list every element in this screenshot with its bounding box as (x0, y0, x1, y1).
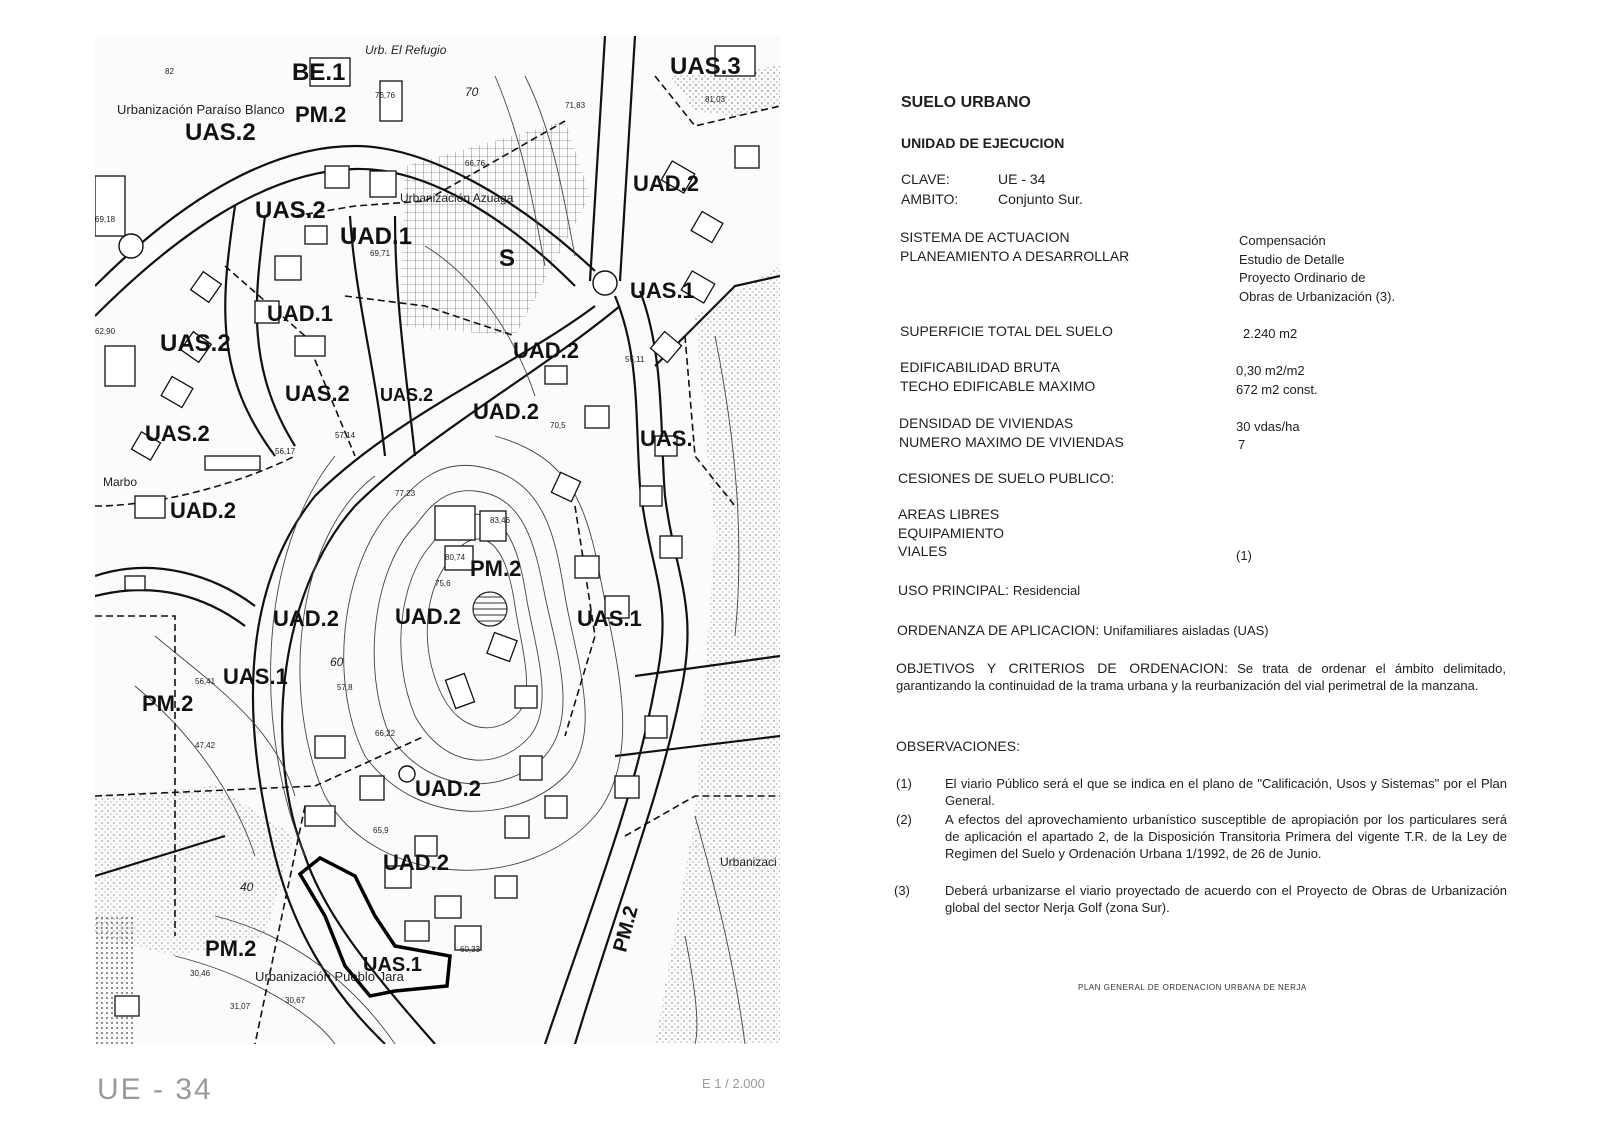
plan-imprint: PLAN GENERAL DE ORDENACION URBANA DE NERJA (1078, 983, 1307, 992)
sistema-value: Compensación (1239, 233, 1326, 248)
svg-text:81,03: 81,03 (705, 95, 726, 104)
subsection-title: UNIDAD DE EJECUCION (901, 135, 1065, 151)
equipamiento-label: EQUIPAMIENTO (898, 525, 1005, 541)
svg-text:80,74: 80,74 (445, 553, 466, 562)
svg-text:30,67: 30,67 (285, 996, 306, 1005)
zone-label: UAD.1 (267, 301, 334, 326)
place-label: Urb. El Refugio (365, 43, 447, 57)
zone-label: BE.1 (292, 59, 346, 86)
map-drawing (95, 36, 780, 1044)
ordenanza-row (897, 621, 1269, 640)
svg-text:62,90: 62,90 (95, 327, 116, 336)
zone-label-pm2-top: PM.2 (295, 102, 347, 127)
zone-label: UAD.2 (395, 604, 462, 629)
svg-text:69,18: 69,18 (95, 215, 116, 224)
zone-label: UAS.2 (285, 381, 350, 406)
ordenanza-label: ORDENANZA DE APLICACION: (897, 622, 1100, 638)
ambito-value: Conjunto Sur. (998, 191, 1083, 207)
objetivos-text: Se trata de ordenar el ámbito delimitado, garantizando la continuidad de la trama urbana y la reurbanización del vial perimetral de la manzana. (896, 661, 1506, 693)
zone-label: UAD.1 (340, 223, 413, 250)
zone-label: UAS.1 (577, 606, 642, 631)
zone-label: UAS.2 (145, 421, 210, 446)
zone-label: PM.2 (142, 691, 194, 716)
cesiones-label: CESIONES DE SUELO PUBLICO: (898, 470, 1115, 486)
svg-text:57,14: 57,14 (335, 431, 356, 440)
numero-value: 7 (1238, 437, 1246, 452)
svg-text:60: 60 (330, 655, 344, 669)
zone-label: S (499, 245, 516, 272)
document-code: UE - 34 (97, 1073, 213, 1106)
place-label: Urbanización Paraíso Blanco (117, 102, 285, 117)
svg-text:71,83: 71,83 (565, 101, 586, 110)
planeamiento-line: Obras de Urbanización (3). (1239, 289, 1396, 304)
densidad-label: DENSIDAD DE VIVIENDAS (899, 415, 1074, 431)
svg-text:55,11: 55,11 (625, 355, 645, 364)
svg-text:31,07: 31,07 (230, 1002, 251, 1011)
zone-label: PM.2 (609, 903, 643, 955)
observation-text: Deberá urbanizarse el viario proyectado de acuerdo con el Proyecto de Obras de Urbanización global del sector Nerja Golf (zona Sur). (945, 883, 1507, 915)
zone-label: UAS.2 (255, 197, 326, 224)
zone-label: UAS.1 (223, 664, 288, 689)
viales-value: (1) (1236, 548, 1252, 563)
svg-text:66,76: 66,76 (465, 159, 486, 168)
zone-label: UAS.2 (380, 385, 434, 405)
sistema-label: SISTEMA DE ACTUACION (900, 229, 1070, 245)
ambito-label: AMBITO: (901, 191, 959, 207)
svg-text:40: 40 (240, 880, 254, 894)
svg-text:56,41: 56,41 (195, 677, 216, 686)
techo-label: TECHO EDIFICABLE MAXIMO (900, 378, 1096, 394)
zone-label: UAS. (640, 426, 693, 451)
section-title: SUELO URBANO (901, 94, 1031, 111)
svg-text:57,8: 57,8 (337, 683, 353, 692)
place-label: Urbanización Azuaga (400, 191, 514, 205)
areas-label: AREAS LIBRES (898, 506, 1000, 522)
svg-text:69,71: 69,71 (370, 249, 391, 258)
observation-text: El viario Público será el que se indica en el plano de "Calificación, Usos y Sistemas" por el Plan General. (945, 776, 1507, 808)
observation-number: (2) (896, 812, 912, 827)
place-label: Marbo (103, 475, 138, 489)
zone-label: UAD.2 (383, 850, 450, 875)
zone-label: PM.2 (470, 556, 522, 581)
svg-text:56,17: 56,17 (275, 447, 296, 456)
zone-label: UAD.2 (633, 171, 700, 196)
svg-text:75,6: 75,6 (435, 579, 451, 588)
objetivos-paragraph (896, 660, 1506, 694)
clave-label: CLAVE: (901, 171, 950, 187)
svg-text:70,5: 70,5 (550, 421, 566, 430)
zone-label: UAS.1 (363, 954, 422, 976)
svg-text:66,22: 66,22 (375, 729, 396, 738)
viales-label: VIALES (898, 543, 948, 559)
planeamiento-line: Proyecto Ordinario de (1239, 270, 1366, 285)
observation-text: A efectos del aprovechamiento urbanístico susceptible de apropiación por los particulares será de aplicación el apartado 2, de la Disposición Transitoria Primera del vigente T.R. de la Ley de Regimen del Suelo y Ordenación Urbana 1/1992, de 26 de Junio. (945, 812, 1507, 861)
planeamiento-label: PLANEAMIENTO A DESARROLLAR (900, 248, 1130, 264)
zone-label: UAS.2 (160, 330, 231, 357)
clave-value: UE - 34 (998, 171, 1046, 187)
zone-label: UAD.2 (415, 776, 482, 801)
edificabilidad-value: 0,30 m2/m2 (1236, 363, 1305, 378)
objetivos-label: OBJETIVOS Y CRITERIOS DE ORDENACION: (896, 660, 1228, 676)
svg-text:82: 82 (165, 67, 174, 76)
svg-text:77,23: 77,23 (395, 489, 416, 498)
superficie-value: 2.240 m2 (1243, 326, 1298, 341)
techo-value: 672 m2 const. (1236, 382, 1318, 397)
place-label: Urbanizaci (720, 855, 777, 869)
zone-label: UAD.2 (170, 498, 237, 523)
zone-label: UAS.1 (630, 278, 695, 303)
uso-label: USO PRINCIPAL: (898, 582, 1009, 598)
svg-text:60,33: 60,33 (460, 945, 481, 954)
uso-value: Residencial (1012, 583, 1081, 598)
zone-label: PM.2 (205, 936, 257, 961)
planeamiento-line: Estudio de Detalle (1239, 252, 1345, 267)
zone-label: UAS.2 (185, 119, 256, 146)
densidad-value: 30 vdas/ha (1236, 419, 1300, 434)
zone-label: UAD.2 (273, 606, 340, 631)
svg-text:47,42: 47,42 (195, 741, 216, 750)
observaciones-label: OBSERVACIONES: (896, 738, 1020, 754)
svg-text:83,46: 83,46 (490, 516, 511, 525)
observation-number: (1) (896, 776, 912, 791)
observation-number: (3) (894, 883, 910, 898)
uso-row (898, 581, 1080, 600)
numero-label: NUMERO MAXIMO DE VIVIENDAS (899, 434, 1124, 450)
zone-label: UAS.3 (670, 53, 741, 80)
zone-label: UAD.2 (513, 338, 580, 363)
svg-text:76,76: 76,76 (375, 91, 396, 100)
svg-text:70: 70 (465, 85, 479, 99)
superficie-label: SUPERFICIE TOTAL DEL SUELO (900, 323, 1113, 339)
place-label: Urbanización Pueblo Jara (255, 969, 404, 984)
zone-label: UAD.2 (473, 399, 540, 424)
svg-text:30,46: 30,46 (190, 969, 211, 978)
urban-plan-map (95, 36, 780, 1044)
svg-text:65,9: 65,9 (373, 826, 389, 835)
edificabilidad-label: EDIFICABILIDAD BRUTA (900, 359, 1060, 375)
ordenanza-value: Unifamiliares aisladas (UAS) (1103, 623, 1269, 638)
map-scale: E 1 / 2.000 (702, 1076, 765, 1091)
